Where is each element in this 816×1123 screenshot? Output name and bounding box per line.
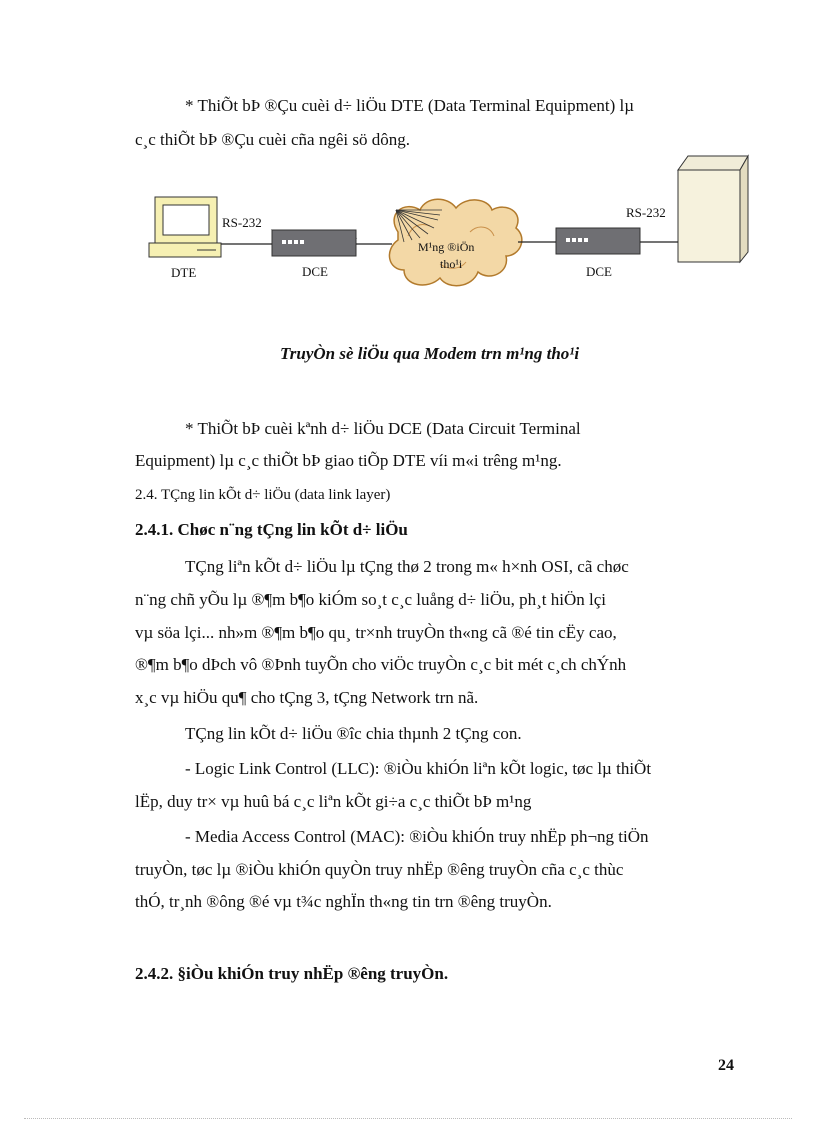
- section-2-4-heading: 2.4. TÇng lin kÕt d÷ liÖu (data link layer): [135, 487, 391, 503]
- modem-right-icon: [556, 228, 640, 254]
- paragraph-llc-intro-line-1: TÇng liªn kÕt d÷ liÖu lµ tÇng thø 2 trong m« h×nh OSI, cã chøc: [185, 557, 629, 576]
- page-number: 24: [718, 1057, 734, 1074]
- section-2-4-1-heading: 2.4.1. Chøc n¨ng tÇng lin kÕt d÷ liÖu: [135, 520, 408, 539]
- rs232-left-label: RS-232: [222, 215, 262, 230]
- paragraph-mac-line-2: truyÒn, tøc lµ ®iÒu khiÓn quyÒn truy nhËp ®êng truyÒn cña c¸c thùc: [135, 860, 624, 879]
- paragraph-llc-intro-line-5: x¸c vµ hiÖu qu¶ cho tÇng 3, tÇng Network trn nã.: [135, 688, 479, 707]
- dce-right-label: DCE: [586, 264, 612, 279]
- paragraph-sublayers: TÇng lin kÕt d÷ liÖu ®îc chia thµnh 2 tÇng con.: [185, 724, 522, 743]
- paragraph-llc-intro-line-3: vµ söa lçi... nh»m ®¶m b¶o qu¸ tr×nh truyÒn th«ng cã ®é tin cËy cao,: [135, 623, 617, 642]
- modem-network-diagram: [0, 0, 816, 320]
- paragraph-llc-intro-line-2: n¨ng chñ yÕu lµ ®¶m b¶o kiÓm so¸t c¸c luång d÷ liÖu, ph¸t hiÖn lçi: [135, 590, 606, 609]
- dte-label: DTE: [171, 265, 197, 280]
- computer-icon: [149, 197, 221, 257]
- rs232-right-label: RS-232: [626, 205, 666, 220]
- modem-left-icon: [272, 230, 356, 256]
- paragraph-dce-line-1: * ThiÕt bÞ cuèi kªnh d÷ liÖu DCE (Data Circuit Terminal: [185, 419, 581, 438]
- paragraph-mac-line-3: thÓ, tr¸nh ®ông ®é vµ t¾c nghÏn th«ng tin trn ®êng truyÒn.: [135, 892, 552, 911]
- cloud-label-line-1: M¹ng ®iÖn: [418, 240, 475, 254]
- paragraph-mac-line-1: - Media Access Control (MAC): ®iÒu khiÓn truy nhËp ph¬ng tiÖn: [185, 827, 649, 846]
- paragraph-llc-line-1: - Logic Link Control (LLC): ®iÒu khiÓn liªn kÕt logic, tøc lµ thiÕt: [185, 759, 652, 778]
- paragraph-dte-line-1: * ThiÕt bÞ ®Çu cuèi d÷ liÖu DTE (Data Terminal Equipment) lµ: [185, 96, 635, 115]
- figure-caption: TruyÒn sè liÖu qua Modem trn m¹ng tho¹i: [280, 344, 580, 363]
- paragraph-llc-line-2: lËp, duy tr× vµ huû bá c¸c liªn kÕt gi÷a c¸c thiÕt bÞ m¹ng: [135, 792, 532, 811]
- paragraph-dte-line-2: c¸c thiÕt bÞ ®Çu cuèi cña ngêi sö dông.: [135, 130, 410, 149]
- paragraph-dce-line-2: Equipment) lµ c¸c thiÕt bÞ giao tiÕp DTE víi m«i trêng m¹ng.: [135, 451, 562, 470]
- server-icon: [678, 156, 748, 262]
- cloud-label-line-2: tho¹i: [440, 257, 463, 271]
- dce-left-label: DCE: [302, 264, 328, 279]
- section-2-4-2-heading: 2.4.2. §iÒu khiÓn truy nhËp ®êng truyÒn.: [135, 964, 449, 983]
- page-bottom-border: [24, 1118, 792, 1119]
- paragraph-llc-intro-line-4: ®¶m b¶o dÞch vô ®Þnh tuyÕn cho viÖc truyÒn c¸c bit mét c¸ch chÝnh: [135, 655, 627, 674]
